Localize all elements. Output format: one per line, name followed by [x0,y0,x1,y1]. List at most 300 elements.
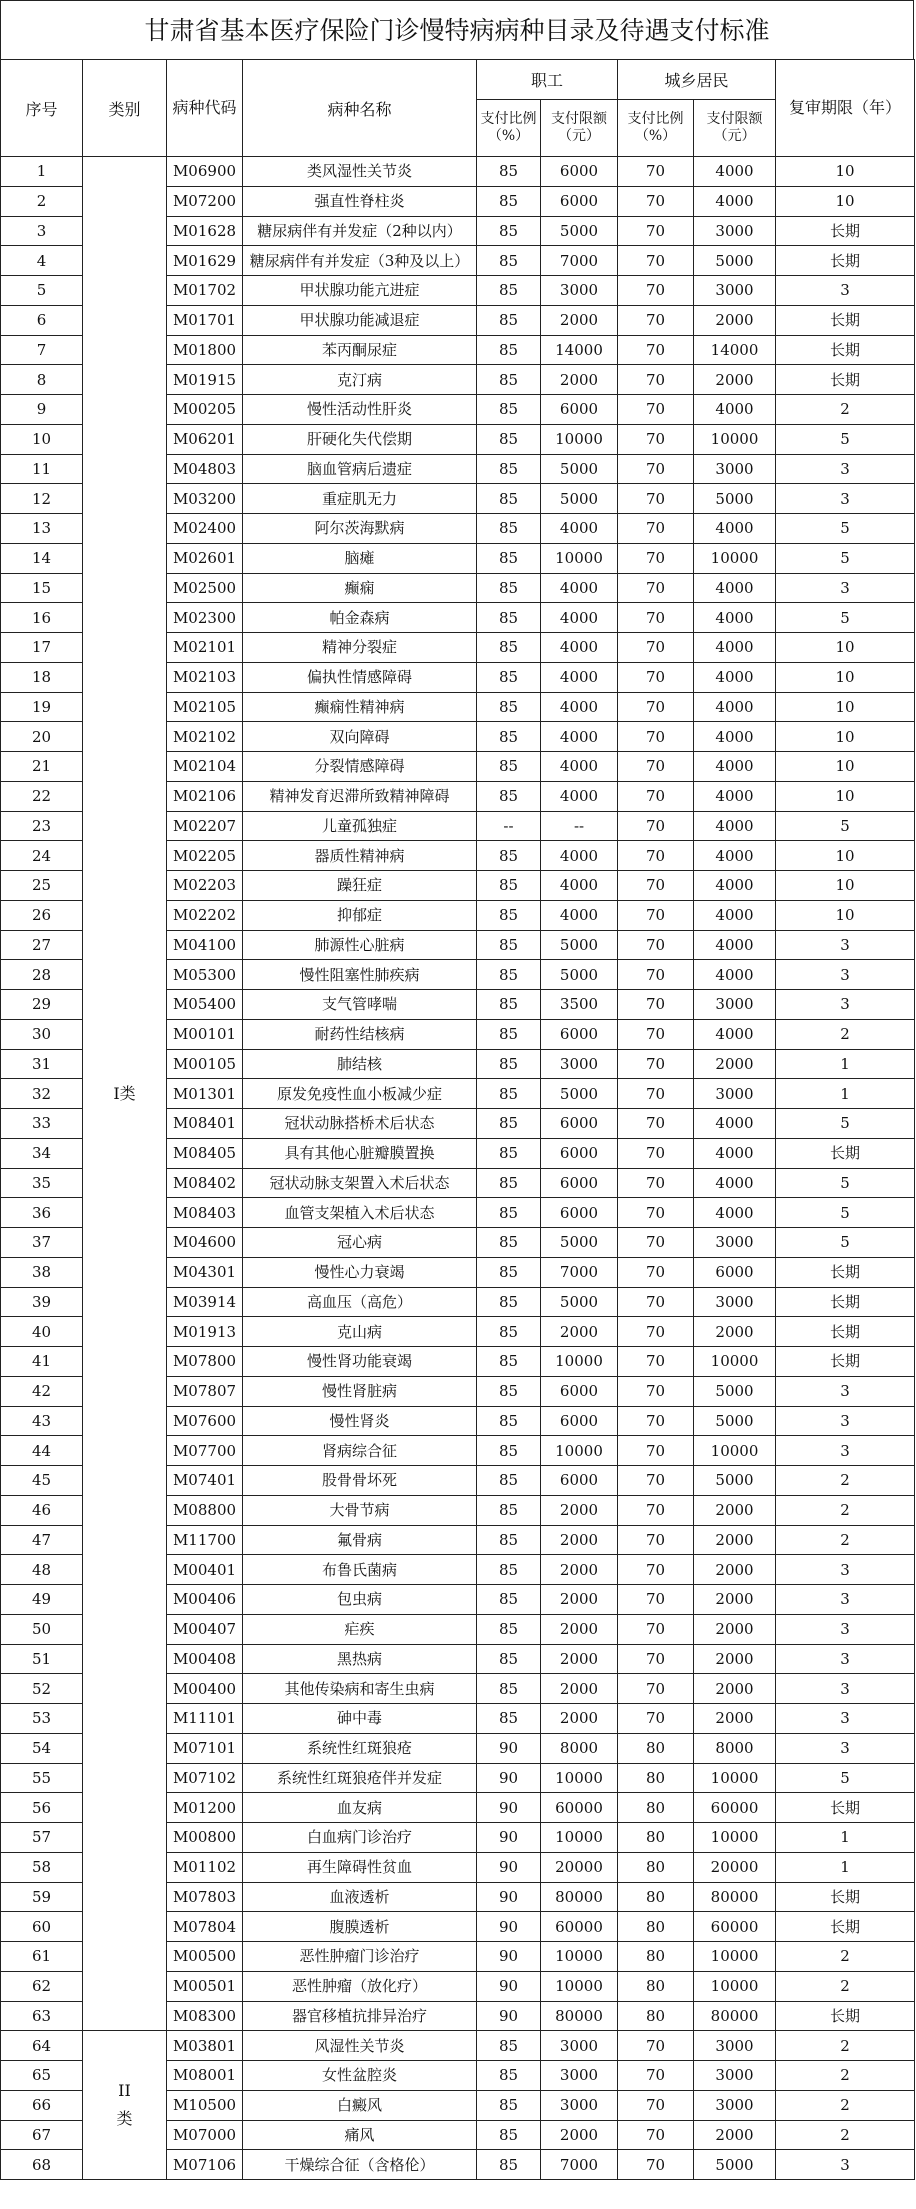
cell-emp-limit: 5000 [541,1228,618,1258]
cell-res-limit: 5000 [694,1406,776,1436]
cell-name: 痛风 [243,2120,477,2150]
cell-review: 2 [776,1495,915,1525]
cell-seq: 32 [1,1079,83,1109]
cell-res-ratio: 80 [618,1942,694,1972]
cell-review: 10 [776,900,915,930]
cell-res-ratio: 70 [618,395,694,425]
cell-res-ratio: 70 [618,990,694,1020]
cell-res-limit: 4000 [694,1138,776,1168]
cell-emp-limit: 3000 [541,1049,618,1079]
cell-name: 大骨节病 [243,1495,477,1525]
cell-res-limit: 5000 [694,1376,776,1406]
cell-res-limit: 10000 [694,1823,776,1853]
cell-code: M02106 [167,781,243,811]
cell-res-ratio: 70 [618,1704,694,1734]
cell-review: 3 [776,276,915,306]
cell-emp-limit: 10000 [541,1971,618,2001]
cell-name: 癫痫性精神病 [243,692,477,722]
cell-review: 3 [776,1644,915,1674]
cell-res-ratio: 70 [618,1049,694,1079]
cell-emp-limit: 3000 [541,276,618,306]
cell-review: 长期 [776,1912,915,1942]
cell-res-limit: 4000 [694,1198,776,1228]
cell-review: 3 [776,930,915,960]
header-name: 病种名称 [243,60,477,157]
cell-name: 精神分裂症 [243,633,477,663]
cell-emp-limit: 4000 [541,692,618,722]
cell-emp-ratio: 85 [477,1317,541,1347]
cell-review: 长期 [776,1138,915,1168]
cell-emp-limit: 7000 [541,2150,618,2180]
cell-emp-ratio: 85 [477,1376,541,1406]
cell-emp-limit: 5000 [541,454,618,484]
cell-review: 10 [776,722,915,752]
cell-res-limit: 4000 [694,662,776,692]
cell-res-limit: 2000 [694,305,776,335]
cell-seq: 53 [1,1704,83,1734]
cell-emp-ratio: 85 [477,276,541,306]
cell-emp-limit: 3000 [541,2031,618,2061]
cell-res-ratio: 70 [618,276,694,306]
cell-name: 恶性肿瘤（放化疗） [243,1971,477,2001]
cell-res-ratio: 70 [618,603,694,633]
cell-review: 长期 [776,1882,915,1912]
cell-review: 长期 [776,246,915,276]
cell-emp-limit: 20000 [541,1852,618,1882]
cell-emp-ratio: 90 [477,1793,541,1823]
cell-seq: 25 [1,871,83,901]
cell-seq: 59 [1,1882,83,1912]
cell-emp-limit: 10000 [541,1763,618,1793]
header-resident: 城乡居民 [618,60,776,100]
cell-seq: 14 [1,543,83,573]
cell-name: 冠状动脉支架置入术后状态 [243,1168,477,1198]
cell-res-ratio: 70 [618,1287,694,1317]
cell-name: 脑血管病后遗症 [243,454,477,484]
cell-res-ratio: 70 [618,1644,694,1674]
cell-code: M02205 [167,841,243,871]
cell-res-ratio: 70 [618,633,694,663]
cell-code: M06900 [167,157,243,187]
cell-seq: 21 [1,752,83,782]
cell-name: 强直性脊柱炎 [243,186,477,216]
cell-review: 3 [776,1614,915,1644]
cell-review: 3 [776,1406,915,1436]
cell-seq: 31 [1,1049,83,1079]
cell-emp-ratio: 90 [477,1971,541,2001]
cell-name: 冠心病 [243,1228,477,1258]
cell-res-ratio: 70 [618,1495,694,1525]
cell-seq: 56 [1,1793,83,1823]
cell-emp-ratio: 85 [477,1466,541,1496]
cell-emp-limit: 4000 [541,752,618,782]
cell-seq: 42 [1,1376,83,1406]
cell-name: 原发免疫性血小板减少症 [243,1079,477,1109]
cell-code: M02202 [167,900,243,930]
cell-emp-ratio: 85 [477,1495,541,1525]
cell-emp-limit: 6000 [541,1168,618,1198]
cell-emp-limit: 10000 [541,1436,618,1466]
cell-seq: 33 [1,1109,83,1139]
cell-res-ratio: 70 [618,1079,694,1109]
cell-emp-limit: 2000 [541,1495,618,1525]
cell-seq: 11 [1,454,83,484]
cell-code: M06201 [167,424,243,454]
header-employee-limit: 支付限额（元） [541,100,618,157]
cell-emp-limit: 4000 [541,871,618,901]
cell-code: M07000 [167,2120,243,2150]
cell-emp-ratio: 85 [477,454,541,484]
cell-res-limit: 2000 [694,1674,776,1704]
cell-emp-ratio: 85 [477,305,541,335]
cell-res-ratio: 70 [618,871,694,901]
cell-emp-ratio: 85 [477,2031,541,2061]
cell-name: 疟疾 [243,1614,477,1644]
cell-emp-limit: 6000 [541,186,618,216]
cell-name: 肝硬化失代偿期 [243,424,477,454]
cell-code: M00101 [167,1019,243,1049]
cell-emp-ratio: 85 [477,1198,541,1228]
cell-name: 肺结核 [243,1049,477,1079]
cell-emp-limit: 4000 [541,573,618,603]
cell-name: 躁狂症 [243,871,477,901]
cell-code: M07101 [167,1733,243,1763]
cell-seq: 3 [1,216,83,246]
cell-code: M08001 [167,2061,243,2091]
cell-name: 慢性肾脏病 [243,1376,477,1406]
cell-res-limit: 3000 [694,454,776,484]
cell-seq: 43 [1,1406,83,1436]
cell-emp-limit: 2000 [541,1525,618,1555]
cell-name: 砷中毒 [243,1704,477,1734]
cell-review: 10 [776,841,915,871]
cell-emp-limit: 4000 [541,633,618,663]
cell-code: M03801 [167,2031,243,2061]
cell-res-ratio: 70 [618,2061,694,2091]
cell-code: M05400 [167,990,243,1020]
cell-name: 慢性活动性肝炎 [243,395,477,425]
cell-code: M00408 [167,1644,243,1674]
cell-emp-ratio: 85 [477,573,541,603]
cell-review: 3 [776,990,915,1020]
cell-review: 2 [776,2120,915,2150]
cell-review: 10 [776,186,915,216]
cell-res-ratio: 70 [618,1198,694,1228]
cell-res-limit: 4000 [694,395,776,425]
cell-emp-ratio: 85 [477,1406,541,1436]
cell-name: 高血压（高危） [243,1287,477,1317]
cell-code: M00800 [167,1823,243,1853]
cell-seq: 67 [1,2120,83,2150]
cell-res-limit: 20000 [694,1852,776,1882]
cell-res-limit: 3000 [694,2031,776,2061]
cell-emp-limit: 5000 [541,930,618,960]
cell-emp-limit: 10000 [541,1823,618,1853]
cell-emp-ratio: 90 [477,1823,541,1853]
cell-code: M07700 [167,1436,243,1466]
cell-name: 重症肌无力 [243,484,477,514]
cell-review: 长期 [776,1347,915,1377]
cell-code: M01915 [167,365,243,395]
cell-code: M08402 [167,1168,243,1198]
cell-emp-limit: 6000 [541,395,618,425]
cell-name: 慢性心力衰竭 [243,1257,477,1287]
cell-seq: 18 [1,662,83,692]
cell-res-ratio: 70 [618,752,694,782]
cell-emp-ratio: 85 [477,335,541,365]
cell-emp-limit: 2000 [541,1317,618,1347]
cell-emp-limit: 4000 [541,841,618,871]
cell-review: 2 [776,1971,915,2001]
cell-res-ratio: 70 [618,186,694,216]
cell-emp-ratio: -- [477,811,541,841]
cell-code: M08800 [167,1495,243,1525]
cell-emp-limit: 10000 [541,424,618,454]
cell-res-ratio: 70 [618,2031,694,2061]
cell-emp-ratio: 85 [477,514,541,544]
header-category: 类别 [83,60,167,157]
cell-res-limit: 4000 [694,186,776,216]
cell-res-ratio: 70 [618,1406,694,1436]
cell-res-limit: 80000 [694,2001,776,2031]
cell-res-limit: 3000 [694,1079,776,1109]
cell-res-ratio: 80 [618,1852,694,1882]
cell-res-limit: 4000 [694,603,776,633]
cell-emp-ratio: 90 [477,1733,541,1763]
cell-res-ratio: 70 [618,157,694,187]
cell-res-ratio: 80 [618,1793,694,1823]
cell-res-ratio: 80 [618,1912,694,1942]
cell-seq: 40 [1,1317,83,1347]
cell-review: 3 [776,454,915,484]
cell-review: 2 [776,2090,915,2120]
cell-emp-limit: 7000 [541,1257,618,1287]
cell-res-ratio: 80 [618,2001,694,2031]
cell-res-limit: 4000 [694,692,776,722]
cell-code: M05300 [167,960,243,990]
cell-name: 儿童孤独症 [243,811,477,841]
cell-review: 2 [776,1019,915,1049]
cell-review: 10 [776,781,915,811]
cell-code: M10500 [167,2090,243,2120]
cell-emp-limit: 10000 [541,543,618,573]
cell-name: 慢性阻塞性肺疾病 [243,960,477,990]
cell-emp-limit: 2000 [541,1555,618,1585]
cell-res-ratio: 70 [618,1436,694,1466]
cell-review: 10 [776,662,915,692]
cell-res-ratio: 70 [618,1138,694,1168]
cell-review: 3 [776,2150,915,2180]
cell-review: 3 [776,573,915,603]
cell-emp-ratio: 85 [477,1049,541,1079]
category-class-2-line1: II [118,2081,131,2101]
cell-res-ratio: 70 [618,1585,694,1615]
cell-seq: 12 [1,484,83,514]
cell-seq: 15 [1,573,83,603]
cell-res-ratio: 70 [618,1109,694,1139]
cell-code: M07600 [167,1406,243,1436]
cell-emp-ratio: 85 [477,841,541,871]
cell-res-limit: 8000 [694,1733,776,1763]
cell-name: 肾病综合征 [243,1436,477,1466]
cell-res-ratio: 70 [618,2120,694,2150]
cell-emp-ratio: 85 [477,781,541,811]
cell-res-ratio: 70 [618,484,694,514]
cell-name: 氟骨病 [243,1525,477,1555]
cell-res-ratio: 70 [618,662,694,692]
cell-res-ratio: 70 [618,1228,694,1258]
cell-res-limit: 4000 [694,900,776,930]
cell-res-limit: 4000 [694,1168,776,1198]
cell-code: M01102 [167,1852,243,1882]
cell-review: 3 [776,1733,915,1763]
cell-res-limit: 10000 [694,1436,776,1466]
cell-code: M00407 [167,1614,243,1644]
cell-seq: 24 [1,841,83,871]
cell-seq: 1 [1,157,83,187]
cell-code: M00500 [167,1942,243,1972]
cell-code: M00205 [167,395,243,425]
cell-res-ratio: 70 [618,1168,694,1198]
cell-emp-limit: 6000 [541,1376,618,1406]
cell-emp-ratio: 90 [477,1763,541,1793]
cell-res-ratio: 70 [618,424,694,454]
cell-emp-ratio: 85 [477,157,541,187]
cell-res-ratio: 70 [618,1019,694,1049]
cell-res-limit: 4000 [694,514,776,544]
cell-res-ratio: 70 [618,246,694,276]
cell-seq: 68 [1,2150,83,2180]
header-employee: 职工 [477,60,618,100]
cell-seq: 6 [1,305,83,335]
cell-code: M07804 [167,1912,243,1942]
cell-res-limit: 4000 [694,1109,776,1139]
cell-emp-ratio: 90 [477,1882,541,1912]
cell-emp-ratio: 85 [477,930,541,960]
cell-name: 系统性红斑狼疮伴并发症 [243,1763,477,1793]
cell-review: 5 [776,1109,915,1139]
cell-res-limit: 5000 [694,1466,776,1496]
cell-emp-limit: 3500 [541,990,618,1020]
cell-res-ratio: 70 [618,365,694,395]
cell-emp-limit: 7000 [541,246,618,276]
cell-emp-ratio: 90 [477,1852,541,1882]
cell-code: M02105 [167,692,243,722]
cell-review: 长期 [776,335,915,365]
cell-res-ratio: 70 [618,1317,694,1347]
cell-review: 10 [776,157,915,187]
cell-name: 克汀病 [243,365,477,395]
cell-seq: 20 [1,722,83,752]
cell-code: M00406 [167,1585,243,1615]
cell-seq: 57 [1,1823,83,1853]
cell-seq: 62 [1,1971,83,2001]
cell-res-ratio: 70 [618,1674,694,1704]
cell-name: 恶性肿瘤门诊治疗 [243,1942,477,1972]
cell-code: M02103 [167,662,243,692]
cell-res-limit: 4000 [694,157,776,187]
cell-code: M04600 [167,1228,243,1258]
cell-emp-limit: 2000 [541,2120,618,2150]
cell-name: 分裂情感障碍 [243,752,477,782]
cell-name: 甲状腺功能减退症 [243,305,477,335]
cell-res-ratio: 70 [618,1525,694,1555]
cell-res-ratio: 70 [618,930,694,960]
cell-emp-ratio: 85 [477,662,541,692]
cell-emp-ratio: 85 [477,871,541,901]
cell-emp-limit: 5000 [541,484,618,514]
cell-name: 腹膜透析 [243,1912,477,1942]
cell-res-ratio: 70 [618,811,694,841]
cell-code: M07102 [167,1763,243,1793]
cell-code: M00401 [167,1555,243,1585]
cell-res-limit: 4000 [694,811,776,841]
cell-res-ratio: 70 [618,305,694,335]
cell-emp-limit: 6000 [541,1406,618,1436]
cell-review: 5 [776,424,915,454]
cell-code: M04803 [167,454,243,484]
cell-code: M00400 [167,1674,243,1704]
cell-name: 苯丙酮尿症 [243,335,477,365]
cell-seq: 51 [1,1644,83,1674]
category-class-2 [83,2031,167,2180]
cell-emp-limit: 5000 [541,1287,618,1317]
cell-name: 类风湿性关节炎 [243,157,477,187]
cell-code: M08401 [167,1109,243,1139]
cell-code: M04100 [167,930,243,960]
cell-seq: 26 [1,900,83,930]
cell-seq: 58 [1,1852,83,1882]
cell-emp-ratio: 85 [477,186,541,216]
cell-seq: 49 [1,1585,83,1615]
header-seq: 序号 [1,60,83,157]
cell-seq: 16 [1,603,83,633]
cell-res-limit: 2000 [694,1614,776,1644]
cell-seq: 44 [1,1436,83,1466]
cell-seq: 27 [1,930,83,960]
cell-res-ratio: 70 [618,692,694,722]
cell-name: 器官移植抗排异治疗 [243,2001,477,2031]
cell-emp-limit: 10000 [541,1347,618,1377]
cell-code: M02400 [167,514,243,544]
cell-name: 具有其他心脏瓣膜置换 [243,1138,477,1168]
cell-seq: 36 [1,1198,83,1228]
cell-seq: 61 [1,1942,83,1972]
cell-res-limit: 4000 [694,960,776,990]
cell-res-limit: 60000 [694,1912,776,1942]
cell-emp-ratio: 85 [477,1228,541,1258]
cell-seq: 64 [1,2031,83,2061]
cell-res-ratio: 80 [618,1733,694,1763]
cell-code: M07803 [167,1882,243,1912]
cell-seq: 54 [1,1733,83,1763]
cell-code: M00501 [167,1971,243,2001]
cell-emp-limit: 5000 [541,216,618,246]
cell-res-ratio: 70 [618,335,694,365]
cell-emp-ratio: 85 [477,1585,541,1615]
cell-res-ratio: 70 [618,1614,694,1644]
cell-emp-ratio: 85 [477,1287,541,1317]
cell-res-ratio: 70 [618,2150,694,2180]
cell-seq: 39 [1,1287,83,1317]
cell-name: 双向障碍 [243,722,477,752]
cell-res-limit: 2000 [694,1704,776,1734]
cell-name: 血友病 [243,1793,477,1823]
cell-name: 肺源性心脏病 [243,930,477,960]
cell-res-ratio: 80 [618,1763,694,1793]
cell-name: 冠状动脉搭桥术后状态 [243,1109,477,1139]
cell-code: M01701 [167,305,243,335]
